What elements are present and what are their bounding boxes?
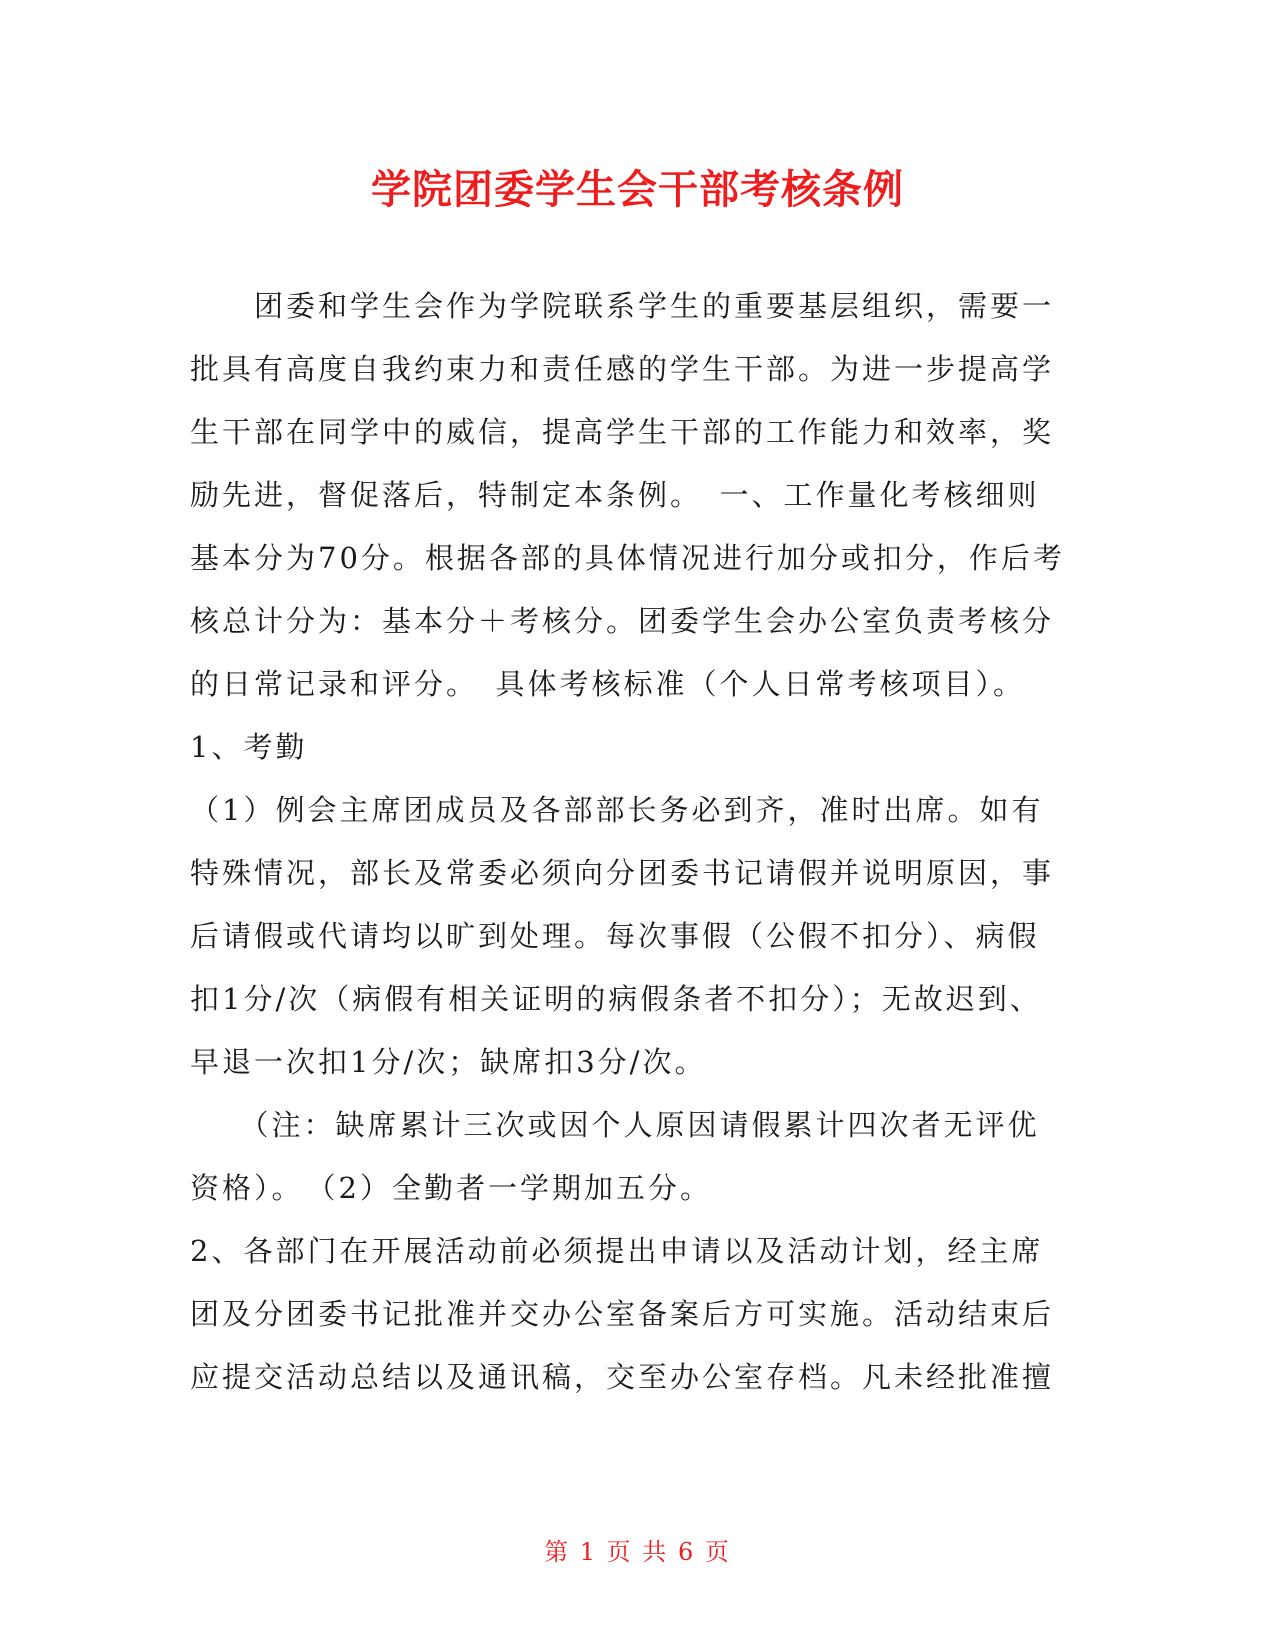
body-line: 批具有高度自我约束力和责任感的学生干部。为进一步提高学: [190, 352, 1055, 386]
body-line: 2、各部门在开展活动前必须提出申请以及活动计划，经主席: [190, 1234, 1044, 1268]
body-line: 资格）。 （2）全勤者一学期加五分。: [190, 1171, 712, 1205]
body-line: （1）例会主席团成员及各部部长务必到齐，准时出席。如有: [190, 793, 1044, 827]
body-line: 早退一次扣1分/次；缺席扣3分/次。: [190, 1045, 707, 1079]
body-line: 后请假或代请均以旷到处理。每次事假（公假不扣分）、病假: [190, 919, 1040, 953]
body-line: 特殊情况，部长及常委必须向分团委书记请假并说明原因，事: [190, 856, 1055, 890]
document-body: [190, 275, 1090, 1409]
body-line: 团委和学生会作为学院联系学生的重要基层组织，需要一: [190, 289, 1055, 323]
body-line: （注：缺席累计三次或因个人原因请假累计四次者无评优: [190, 1108, 1040, 1142]
body-line: 1、考勤: [190, 730, 308, 764]
body-line: 扣1分/次（病假有相关证明的病假条者不扣分）；无故迟到、: [190, 982, 1042, 1016]
body-line: 团及分团委书记批准并交办公室备案后方可实施。活动结束后: [190, 1297, 1055, 1331]
body-line: 基本分为70分。根据各部的具体情况进行加分或扣分，作后考: [190, 541, 1065, 575]
document-title: 学院团委学生会干部考核条例: [371, 167, 904, 213]
body-line: 应提交活动总结以及通讯稿，交至办公室存档。凡未经批准擅: [190, 1360, 1055, 1394]
body-line: 的日常记录和评分。 具体考核标准（个人日常考核项目）。: [190, 667, 1026, 701]
body-line: 核总计分为：基本分＋考核分。团委学生会办公室负责考核分: [190, 604, 1055, 638]
body-line: 励先进，督促落后，特制定本条例。 一、工作量化考核细则: [190, 478, 1040, 512]
page-number-footer: 第 1 页 共 6 页: [544, 1538, 731, 1566]
body-line: 生干部在同学中的威信，提高学生干部的工作能力和效率，奖: [190, 415, 1055, 449]
